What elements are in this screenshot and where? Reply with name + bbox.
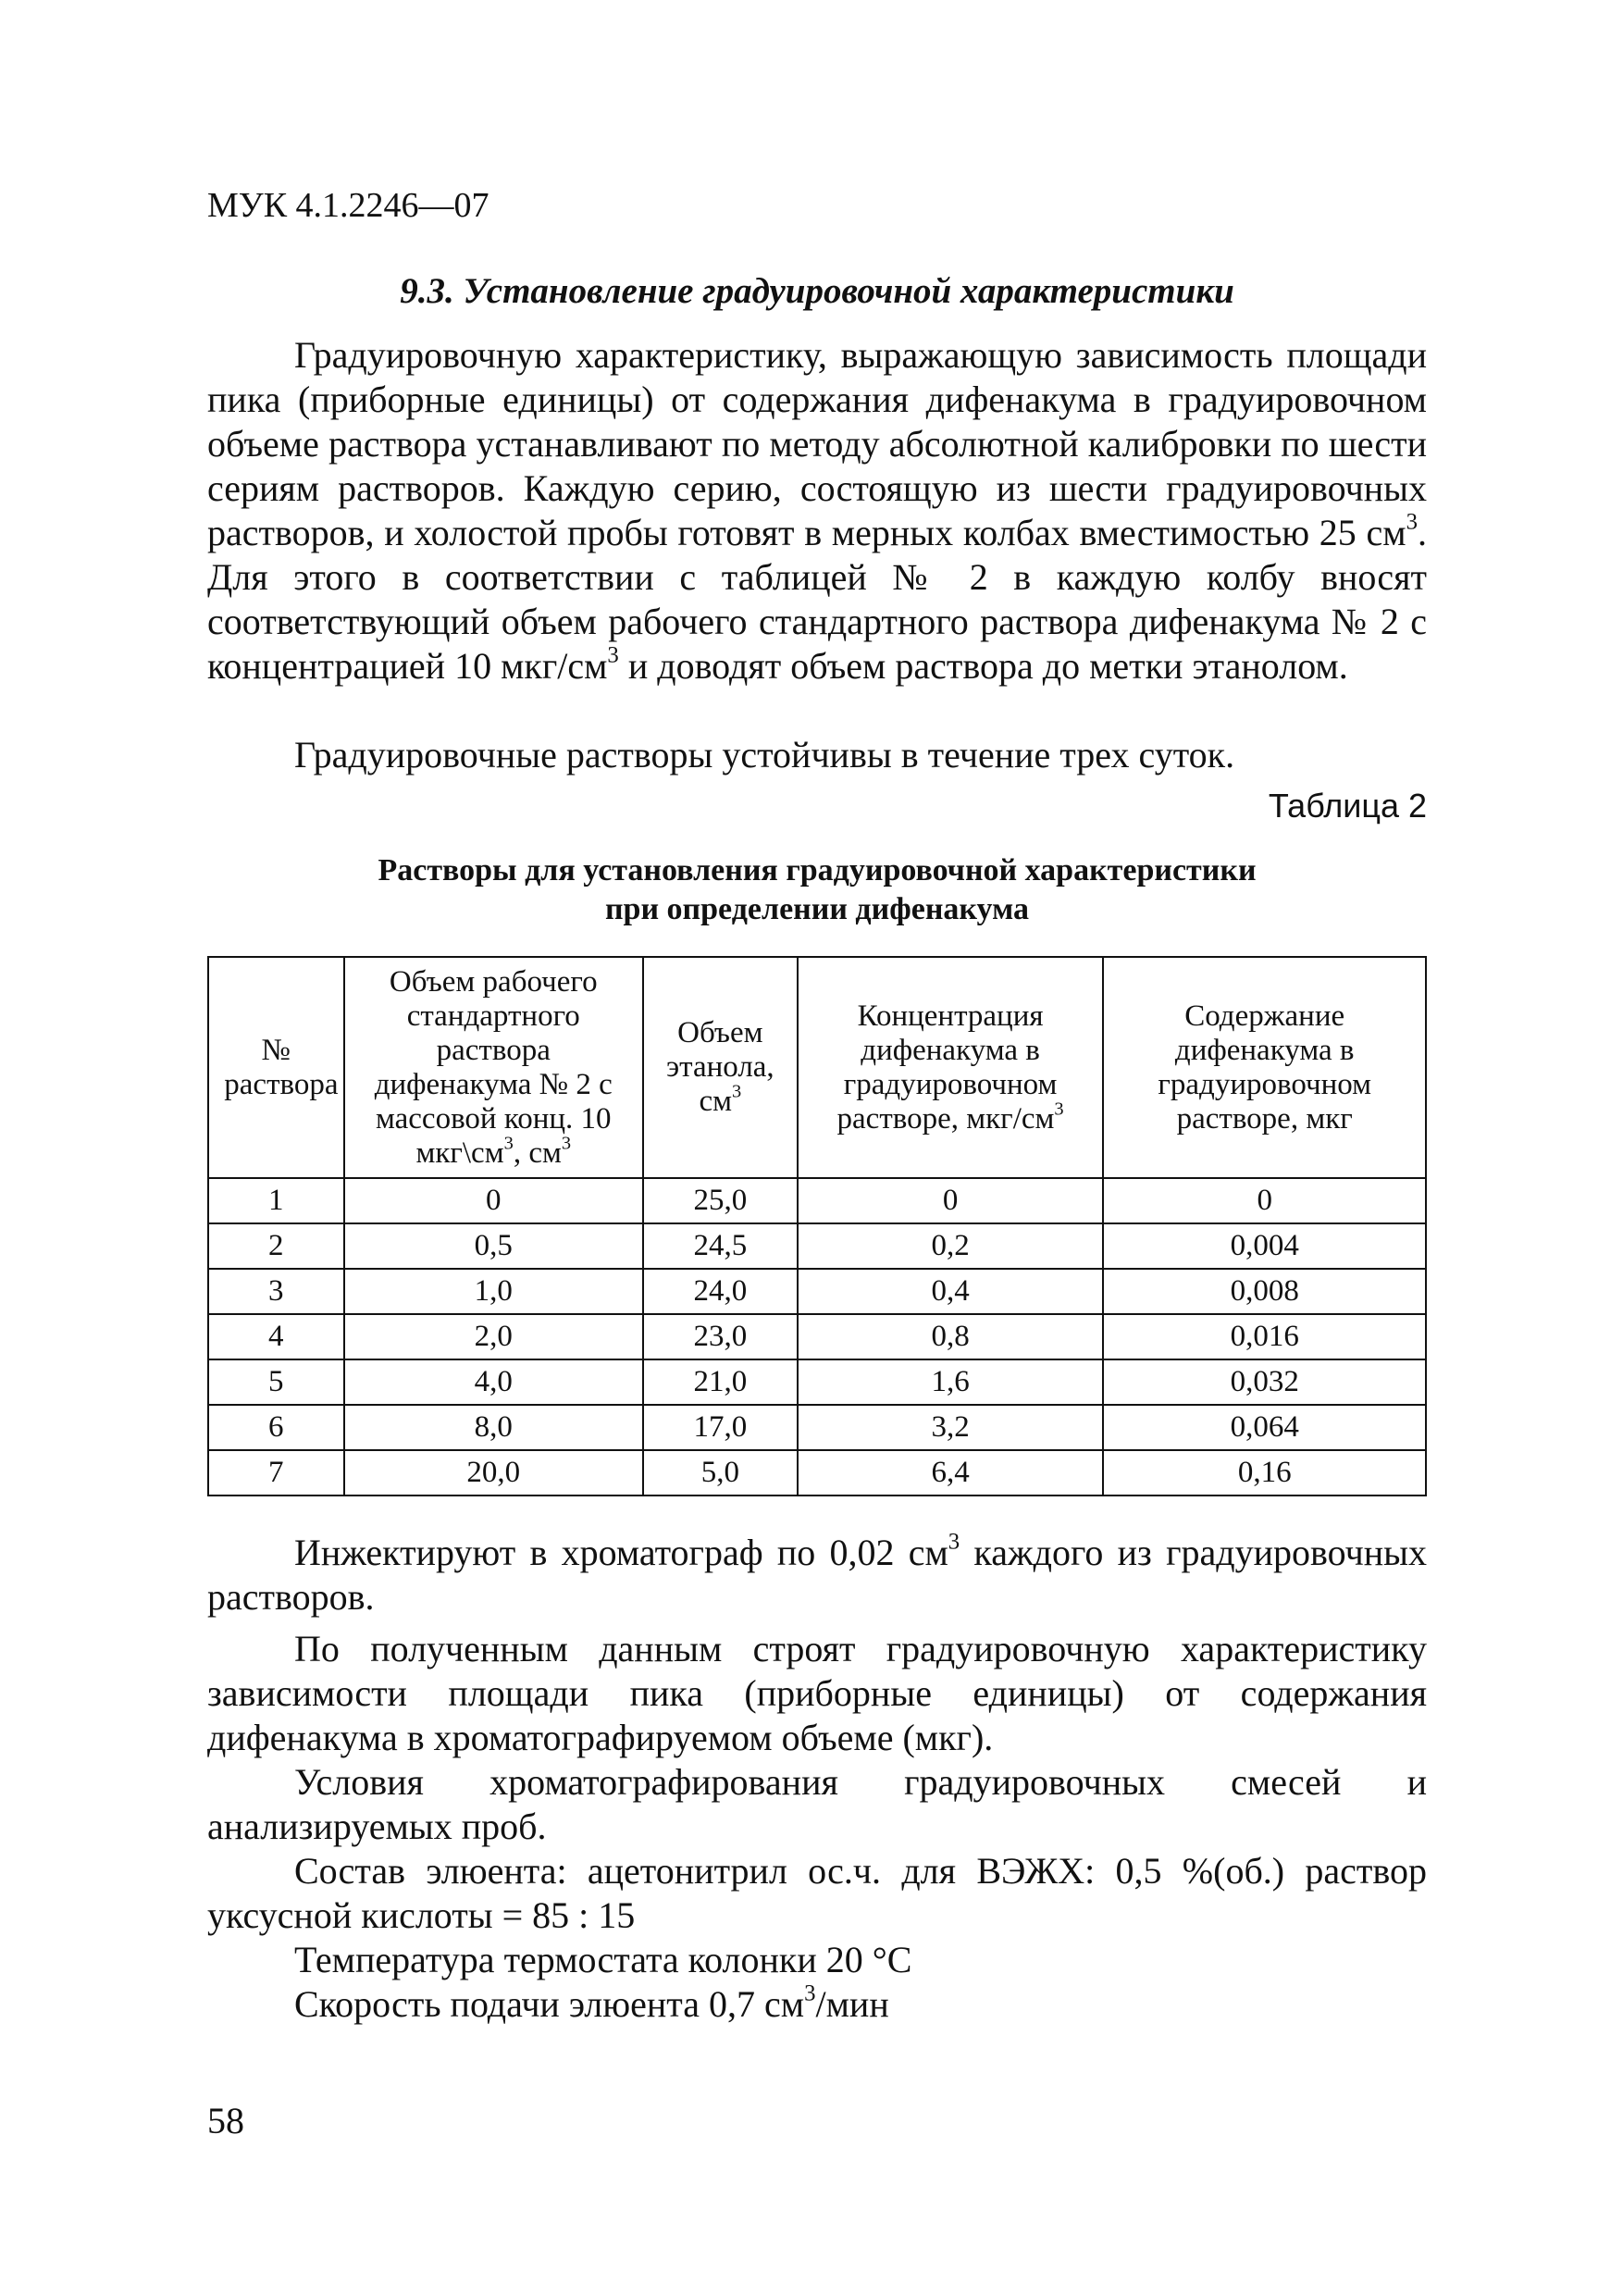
table-cell: 0 [344, 1178, 643, 1223]
table-cell: 0,064 [1103, 1405, 1426, 1450]
superscript: 3 [607, 642, 619, 668]
table-row [208, 1269, 1426, 1314]
table-cell: 1,6 [798, 1359, 1104, 1405]
paragraph-text: . Для этого в соответствии с таблицей № 2 в каждую колбу вносят соответствующий объем рабочего стандартного раствора дифенакума № 2 с концентрацией 10 мкг/см [207, 512, 1427, 687]
table-cell: 4,0 [344, 1359, 643, 1405]
paragraph-text: Скорость подачи элюента 0,7 см [294, 1983, 805, 2025]
paragraph-calibration-method [207, 333, 1427, 689]
paragraph-eluent-composition: Состав элюента: ацетонитрил ос.ч. для ВЭЖХ: 0,5 %(об.) раствор уксусной кислоты = 85 : 15 [207, 1850, 1427, 1936]
table-title [207, 851, 1427, 929]
paragraph-stability: Градуировочные растворы устойчивы в течение трех суток. [294, 734, 1235, 776]
table-cell: 1,0 [344, 1269, 643, 1314]
table-cell: 0,032 [1103, 1359, 1426, 1405]
table-cell: 0,8 [798, 1314, 1104, 1359]
table-cell: 5 [208, 1359, 344, 1405]
table-row [208, 1450, 1426, 1496]
table-header-row [208, 957, 1426, 1178]
header-cell-concentration: Концентрация дифенакума в градуировочном растворе, мкг/$см^3$ [798, 957, 1104, 1178]
paragraph-calibration-curve: По полученным данным строят градуировочную характеристику зависимости площади пика (приборные единицы) от содержания дифенакума в хроматографируемом объеме (мкг). [207, 1628, 1427, 1758]
table-cell: 17,0 [643, 1405, 798, 1450]
document-header: МУК 4.1.2246—07 [207, 186, 489, 225]
table-cell: 0,2 [798, 1223, 1104, 1269]
paragraph-conditions: Условия хроматографирования градуировочных смесей и анализируемых проб. [207, 1761, 1427, 1847]
paragraph-text: Градуировочную характеристику, выражающую зависимость площади пика (приборные единицы) от содержания дифенакума в градуировочном объеме раствора устанавливают по методу абсолютной калибровки по шести сериям растворов. Каждую серию, состоящую из шести градуировочных растворов, и холостой пробы готовят в мерных колбах вместимостью 25 см [207, 334, 1427, 553]
header-cell-solution-number: № раствора [208, 957, 344, 1178]
table-cell: 6,4 [798, 1450, 1104, 1496]
table-cell: 25,0 [643, 1178, 798, 1223]
table-cell: 0 [1103, 1178, 1426, 1223]
table-title-line: Растворы для установления градуировочной характеристики [378, 853, 1257, 887]
table-row [208, 1223, 1426, 1269]
table-cell: 23,0 [643, 1314, 798, 1359]
table-cell: 0,016 [1103, 1314, 1426, 1359]
table-title-line: при определении дифенакума [604, 892, 1030, 926]
table-row [208, 1178, 1426, 1223]
paragraph-eluent-flow-rate [207, 1982, 1427, 2027]
table-cell: 2 [208, 1223, 344, 1269]
table-cell: 20,0 [344, 1450, 643, 1496]
table-cell: 3,2 [798, 1405, 1104, 1450]
table-label: Таблица 2 [1268, 787, 1427, 825]
paragraph-text: Инжектируют в хроматограф по 0,02 см [294, 1532, 948, 1573]
table-row [208, 1405, 1426, 1450]
table-cell: 4 [208, 1314, 344, 1359]
table-cell: 24,5 [643, 1223, 798, 1269]
superscript: 3 [804, 1980, 816, 2006]
paragraph-text: и доводят объем раствора до метки этанолом. [618, 645, 1348, 687]
header-cell-content: Содержание дифенакума в градуировочном растворе, мкг [1103, 957, 1426, 1178]
table-cell: 0,5 [344, 1223, 643, 1269]
table-cell: 6 [208, 1405, 344, 1450]
table-cell: 24,0 [643, 1269, 798, 1314]
table-cell: 3 [208, 1269, 344, 1314]
superscript: 3 [1406, 509, 1418, 535]
superscript: 3 [948, 1529, 960, 1555]
table-cell: 0,4 [798, 1269, 1104, 1314]
table-row [208, 1314, 1426, 1359]
page-number: 58 [207, 2100, 244, 2141]
section-title: 9.3. Установление градуировочной характеристики [400, 271, 1234, 311]
table-cell: 0,16 [1103, 1450, 1426, 1496]
table-cell: 2,0 [344, 1314, 643, 1359]
table-cell: 0,008 [1103, 1269, 1426, 1314]
paragraph-injection [207, 1531, 1427, 1620]
table-cell: 1 [208, 1178, 344, 1223]
table-row [208, 1359, 1426, 1405]
paragraph-text: /мин [815, 1983, 889, 2025]
table-cell: 0,004 [1103, 1223, 1426, 1269]
header-cell-ethanol-volume: Объем этанола, $см^3$ [643, 957, 798, 1178]
table-cell: 0 [798, 1178, 1104, 1223]
header-cell-standard-volume: Объем рабочего стандартного раствора дифенакума № 2 с массовой конц. 10 $мкг\backslash см^3$, $см^3$ [344, 957, 643, 1178]
table-cell: 7 [208, 1450, 344, 1496]
table-cell: 8,0 [344, 1405, 643, 1450]
table-cell: 21,0 [643, 1359, 798, 1405]
paragraph-column-temperature: Температура термостата колонки 20 °С [294, 1939, 912, 1980]
calibration-table [207, 956, 1427, 1496]
paragraph-text: каждого из градуировочных растворов. [207, 1532, 1427, 1618]
table-cell: 5,0 [643, 1450, 798, 1496]
